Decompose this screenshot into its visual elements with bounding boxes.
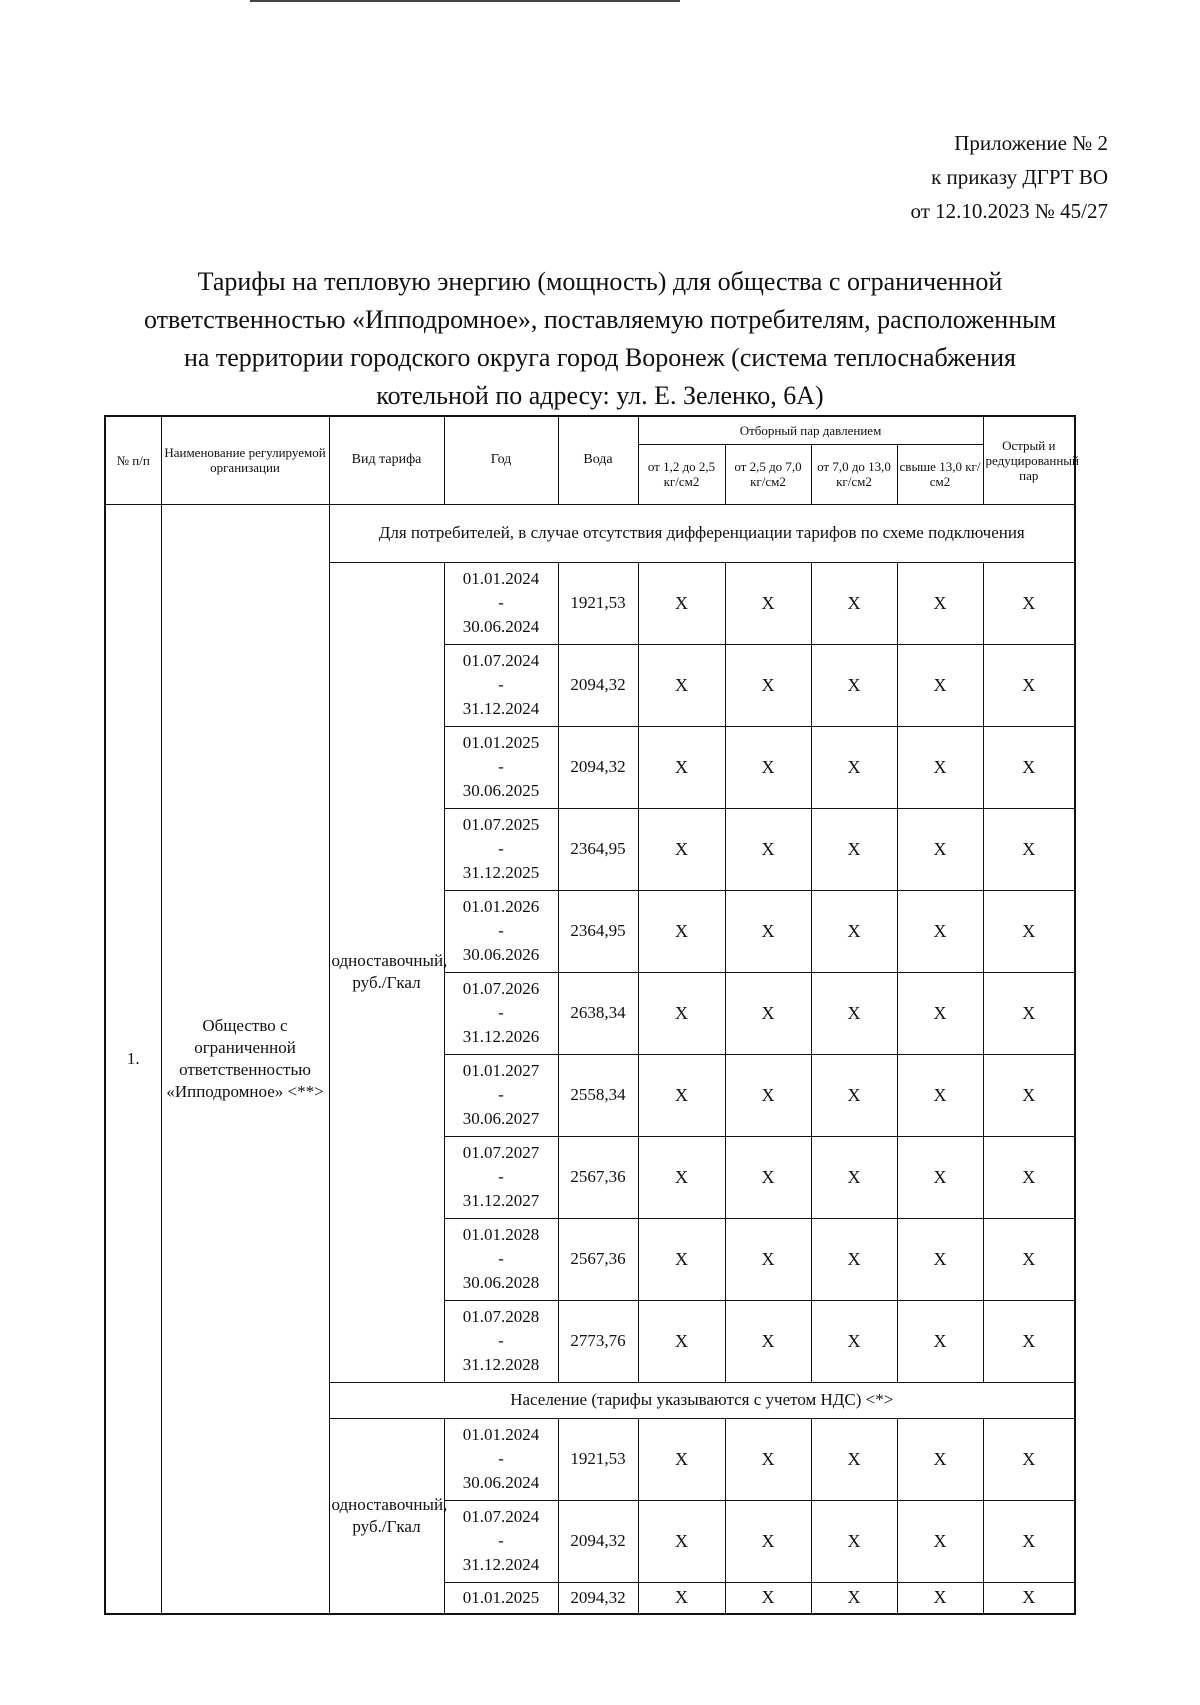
water-value: 1921,53 [558, 1418, 638, 1500]
section-title: Для потребителей, в случае отсутствия дифференциации тарифов по схеме подключения [329, 504, 1075, 562]
period-to: 31.12.2027 [462, 1191, 540, 1210]
steam-2-value: X [725, 890, 811, 972]
period-from: 01.01.2026 [462, 897, 540, 916]
water-value: 2094,32 [558, 726, 638, 808]
period-sep: - [498, 593, 504, 612]
section-row [105, 504, 1075, 562]
steam-1-value: X [638, 1500, 725, 1582]
period-sep: - [498, 675, 504, 694]
header-steam-group: Отборный пар давлением [638, 416, 983, 444]
steam-4-value: X [897, 1582, 983, 1614]
water-value: 1921,53 [558, 562, 638, 644]
sharp-steam-value: X [983, 644, 1075, 726]
period-sep: - [498, 1331, 504, 1350]
water-value: 2773,76 [558, 1300, 638, 1382]
period-sep: - [498, 839, 504, 858]
period-sep: - [498, 1003, 504, 1022]
period-from: 01.01.2025 [462, 733, 540, 752]
steam-2-value: X [725, 726, 811, 808]
steam-2-value: X [725, 1218, 811, 1300]
period-from: 01.01.2028 [462, 1225, 540, 1244]
steam-1-value: X [638, 1582, 725, 1614]
steam-2-value: X [725, 1054, 811, 1136]
header-num: № п/п [105, 416, 161, 504]
period-to: 31.12.2024 [462, 699, 540, 718]
period-from: 01.01.2024 [462, 569, 540, 588]
period-from: 01.07.2024 [462, 1507, 540, 1526]
period-from: 01.07.2024 [462, 651, 540, 670]
period-cell [444, 726, 558, 808]
period-cell [444, 562, 558, 644]
steam-2-value: X [725, 972, 811, 1054]
steam-4-value: X [897, 972, 983, 1054]
period-to: 30.06.2025 [462, 781, 540, 800]
organization-name: Общество с ограниченной ответственностью «Ипподромное» <**> [161, 504, 329, 1614]
steam-3-value: X [811, 1582, 897, 1614]
sharp-steam-value: X [983, 1300, 1075, 1382]
steam-1-value: X [638, 562, 725, 644]
period-to: 31.12.2024 [462, 1555, 540, 1574]
steam-1-value: X [638, 1418, 725, 1500]
steam-2-value: X [725, 562, 811, 644]
period-to: 31.12.2028 [462, 1355, 540, 1374]
period-from: 01.07.2026 [462, 979, 540, 998]
title-line: Тарифы на тепловую энергию (мощность) для общества с ограниченной [197, 267, 1003, 296]
appendix-line: к приказу ДГРТ ВО [931, 165, 1108, 189]
period-cell [444, 1500, 558, 1582]
steam-2-value: X [725, 1582, 811, 1614]
header-steam-2: от 2,5 до 7,0 кг/см2 [725, 444, 811, 504]
steam-2-value: X [725, 1418, 811, 1500]
header-row [105, 416, 1075, 444]
scan-top-edge [250, 0, 680, 2]
steam-4-value: X [897, 1054, 983, 1136]
period-cell [444, 644, 558, 726]
steam-4-value: X [897, 1418, 983, 1500]
period-cell [444, 1136, 558, 1218]
period-sep: - [498, 1449, 504, 1468]
steam-4-value: X [897, 808, 983, 890]
water-value: 2364,95 [558, 890, 638, 972]
period-sep: - [498, 921, 504, 940]
steam-1-value: X [638, 1218, 725, 1300]
steam-1-value: X [638, 890, 725, 972]
period-cell [444, 1054, 558, 1136]
water-value: 2567,36 [558, 1218, 638, 1300]
header-steam-1: от 1,2 до 2,5 кг/см2 [638, 444, 725, 504]
sharp-steam-value: X [983, 1136, 1075, 1218]
period-from: 01.01.2024 [462, 1425, 540, 1444]
water-value: 2558,34 [558, 1054, 638, 1136]
steam-3-value: X [811, 644, 897, 726]
water-value: 2094,32 [558, 1582, 638, 1614]
steam-2-value: X [725, 808, 811, 890]
appendix-line: Приложение № 2 [954, 131, 1108, 155]
period-to: 30.06.2024 [462, 1473, 540, 1492]
period-sep: - [498, 1531, 504, 1550]
sharp-steam-value: X [983, 1054, 1075, 1136]
sharp-steam-value: X [983, 562, 1075, 644]
steam-1-value: X [638, 644, 725, 726]
title-line: котельной по адресу: ул. Е. Зеленко, 6А) [376, 381, 824, 410]
period-sep: - [498, 1167, 504, 1186]
sharp-steam-value: X [983, 1218, 1075, 1300]
header-org: Наименование регулируемой организации [161, 416, 329, 504]
period-sep: - [498, 1085, 504, 1104]
appendix-header [910, 126, 1108, 228]
water-value: 2638,34 [558, 972, 638, 1054]
water-value: 2364,95 [558, 808, 638, 890]
header-water: Вода [558, 416, 638, 504]
water-value: 2094,32 [558, 1500, 638, 1582]
period-to: 30.06.2027 [462, 1109, 540, 1128]
period-from: 01.01.2025 [462, 1587, 540, 1607]
steam-1-value: X [638, 808, 725, 890]
sharp-steam-value: X [983, 1582, 1075, 1614]
header-type: Вид тарифа [329, 416, 444, 504]
period-cell [444, 890, 558, 972]
period-from: 01.01.2027 [462, 1061, 540, 1080]
period-to: 31.12.2026 [462, 1027, 540, 1046]
steam-1-value: X [638, 1300, 725, 1382]
steam-3-value: X [811, 1500, 897, 1582]
steam-3-value: X [811, 1136, 897, 1218]
title-line: на территории городского округа город Воронеж (система теплоснабжения [183, 343, 1017, 372]
steam-3-value: X [811, 726, 897, 808]
period-sep: - [498, 1249, 504, 1268]
steam-1-value: X [638, 972, 725, 1054]
sharp-steam-value: X [983, 972, 1075, 1054]
header-year: Год [444, 416, 558, 504]
steam-1-value: X [638, 726, 725, 808]
section-title: Население (тарифы указываются с учетом НДС) <*> [329, 1382, 1075, 1418]
period-cell [444, 1300, 558, 1382]
steam-3-value: X [811, 890, 897, 972]
header-sharp-steam: Острый и редуцированный пар [983, 416, 1075, 504]
header-steam-4: свыше 13,0 кг/см2 [897, 444, 983, 504]
steam-1-value: X [638, 1054, 725, 1136]
tariff-table [104, 415, 1079, 1615]
period-to: 31.12.2025 [462, 863, 540, 882]
steam-3-value: X [811, 562, 897, 644]
steam-4-value: X [897, 644, 983, 726]
period-cell [444, 1418, 558, 1500]
header-steam-3: от 7,0 до 13,0 кг/см2 [811, 444, 897, 504]
water-value: 2567,36 [558, 1136, 638, 1218]
steam-4-value: X [897, 726, 983, 808]
period-to: 30.06.2024 [462, 617, 540, 636]
steam-3-value: X [811, 808, 897, 890]
period-to: 30.06.2028 [462, 1273, 540, 1292]
period-sep: - [498, 757, 504, 776]
appendix-line: от 12.10.2023 № 45/27 [910, 199, 1108, 223]
steam-4-value: X [897, 1300, 983, 1382]
steam-2-value: X [725, 1136, 811, 1218]
steam-4-value: X [897, 562, 983, 644]
steam-1-value: X [638, 1136, 725, 1218]
period-cell [444, 808, 558, 890]
sharp-steam-value: X [983, 890, 1075, 972]
steam-3-value: X [811, 1300, 897, 1382]
title-line: ответственностью «Ипподромное», поставляемую потребителям, расположенным [143, 305, 1057, 334]
period-from: 01.07.2027 [462, 1143, 540, 1162]
steam-2-value: X [725, 1500, 811, 1582]
tariff-type: одноставочный, руб./Гкал [329, 562, 444, 1382]
steam-2-value: X [725, 644, 811, 726]
steam-2-value: X [725, 1300, 811, 1382]
sharp-steam-value: X [983, 808, 1075, 890]
steam-4-value: X [897, 1218, 983, 1300]
steam-3-value: X [811, 1418, 897, 1500]
steam-4-value: X [897, 1500, 983, 1582]
document-title [100, 263, 1100, 415]
steam-3-value: X [811, 1054, 897, 1136]
water-value: 2094,32 [558, 644, 638, 726]
steam-4-value: X [897, 1136, 983, 1218]
steam-3-value: X [811, 1218, 897, 1300]
period-cell [444, 1218, 558, 1300]
steam-3-value: X [811, 972, 897, 1054]
tariff-type: одноставочный, руб./Гкал [329, 1418, 444, 1614]
steam-4-value: X [897, 890, 983, 972]
period-from: 01.07.2025 [462, 815, 540, 834]
sharp-steam-value: X [983, 726, 1075, 808]
period-cell [444, 1582, 558, 1614]
sharp-steam-value: X [983, 1418, 1075, 1500]
period-from: 01.07.2028 [462, 1307, 540, 1326]
period-to: 30.06.2026 [462, 945, 540, 964]
period-cell [444, 972, 558, 1054]
row-number: 1. [105, 504, 161, 1614]
sharp-steam-value: X [983, 1500, 1075, 1582]
